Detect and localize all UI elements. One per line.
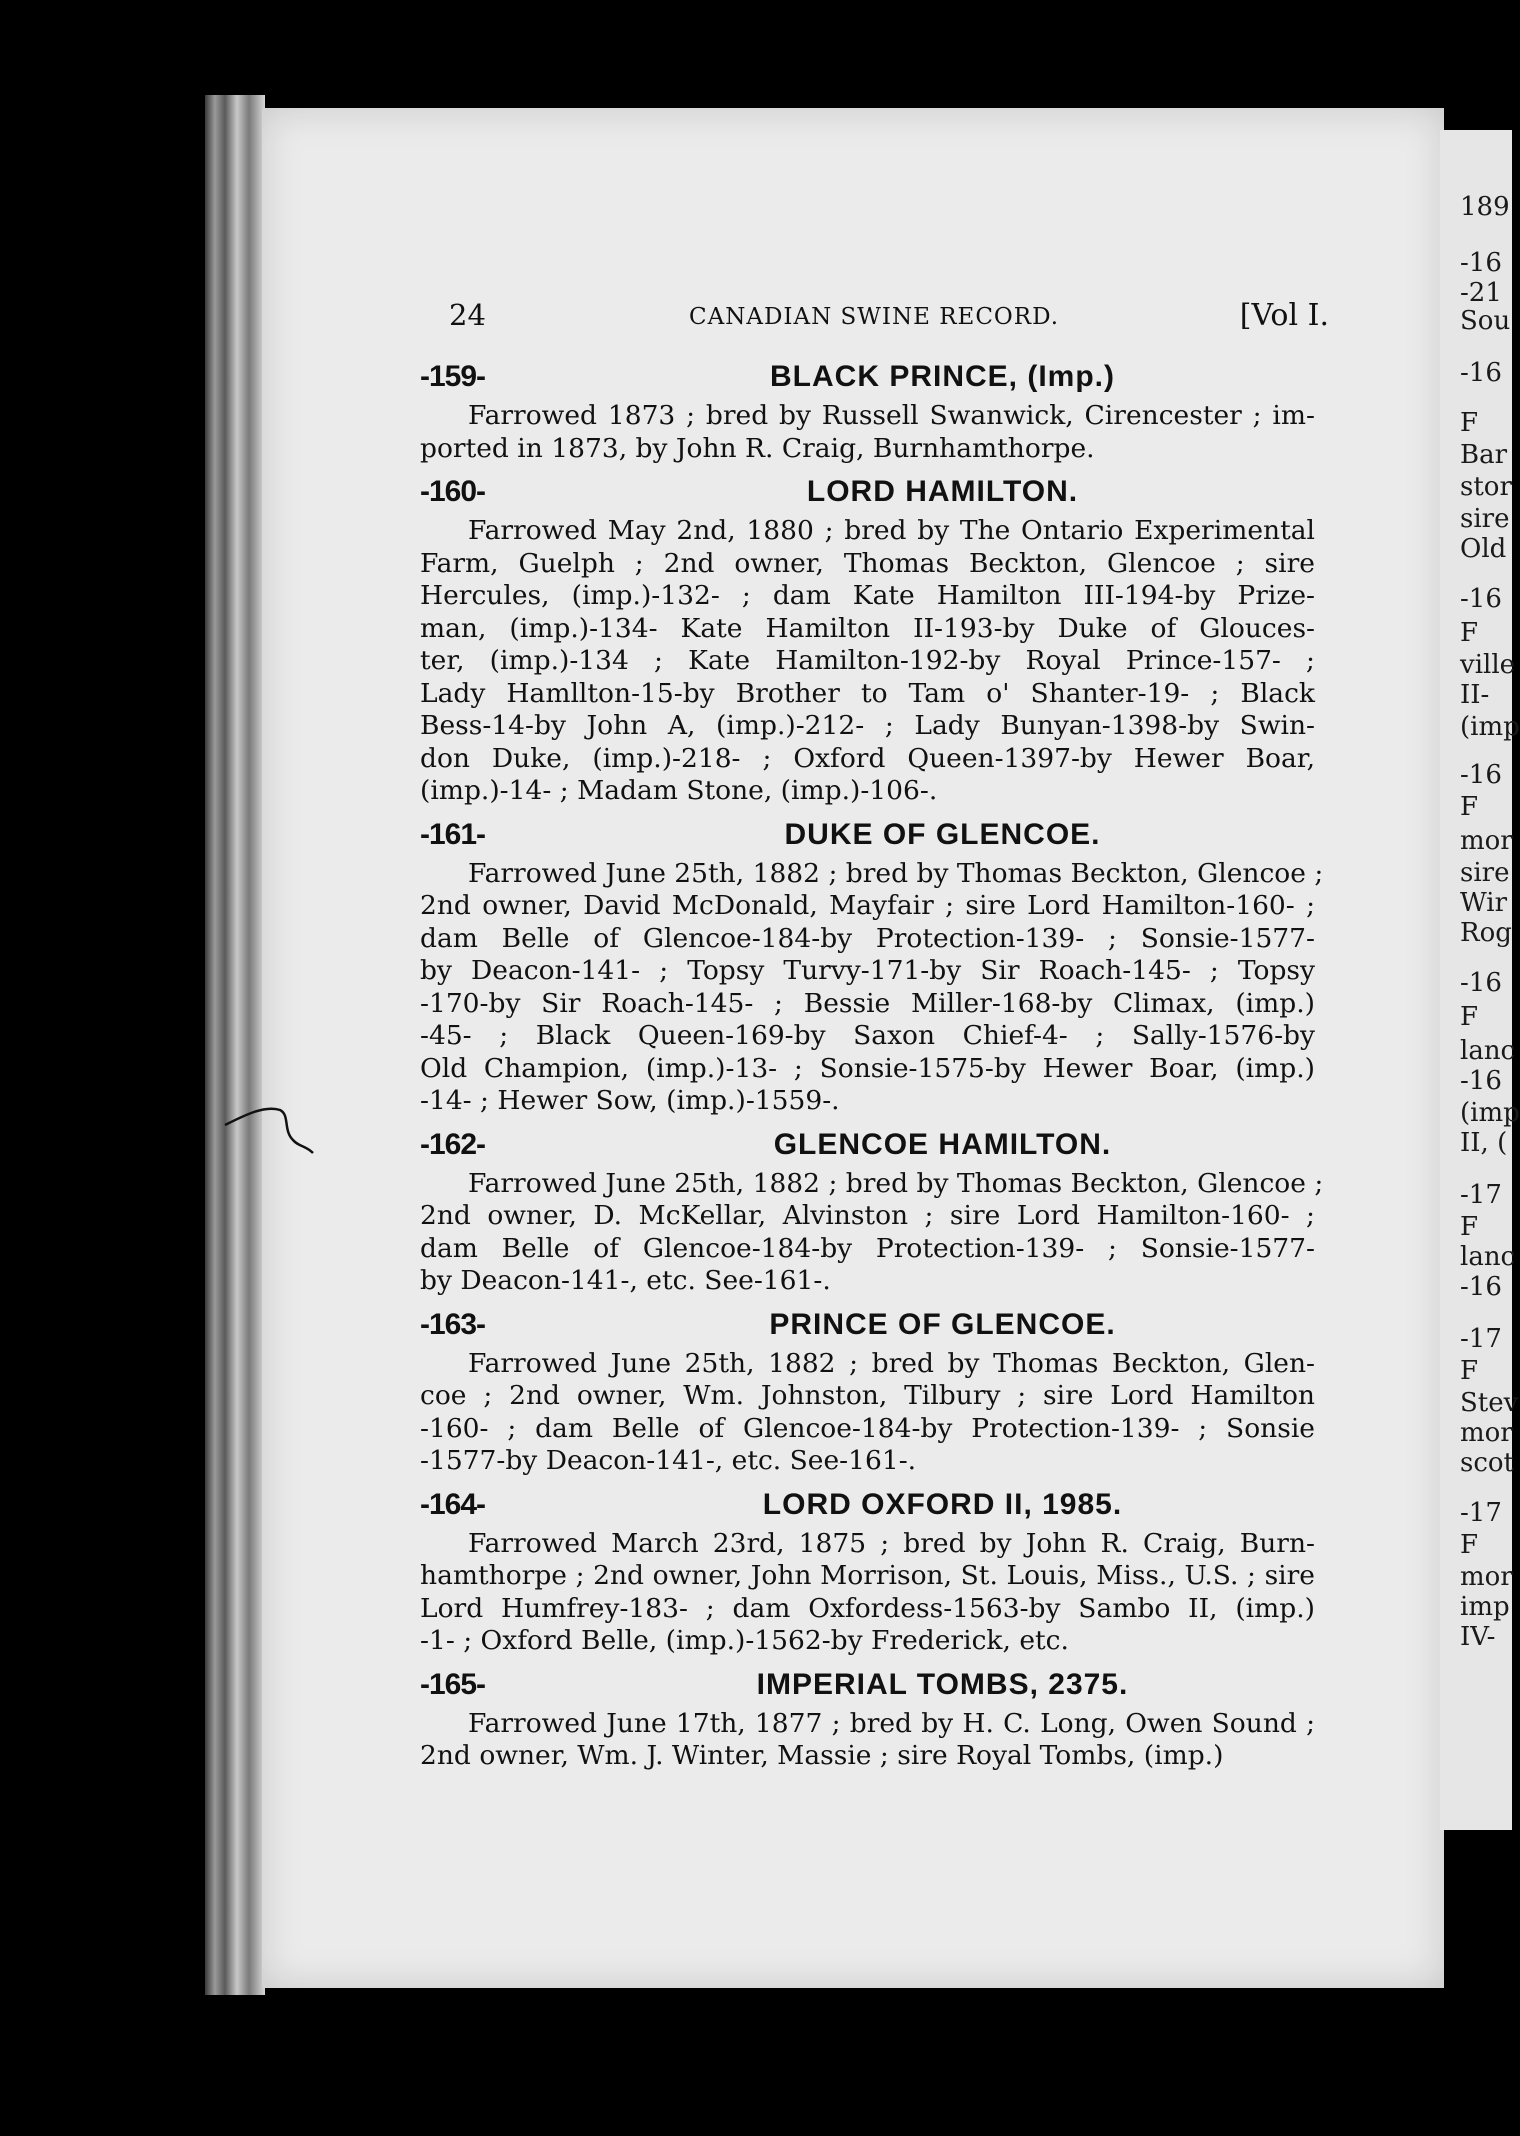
entry-line: Farrowed June 25th, 1882 ; bred by Thomas Beckton, Glencoe ;: [468, 1167, 1324, 1199]
entry-line: Farrowed May 2nd, 1880 ; bred by The Ontario Experimental: [468, 515, 1315, 546]
adjacent-page-text: mor: [1460, 1562, 1513, 1592]
entry-line: 2nd owner, D. McKellar, Alvinston ; sire Lord Hamilton-160- ;: [420, 1200, 1315, 1231]
entry-body: [420, 1348, 1315, 1478]
adjacent-page-text: II, (: [1460, 1128, 1508, 1158]
entry-line: man, (imp.)-134- Kate Hamilton II-193-by Duke of Glouces-: [420, 612, 1315, 644]
adjacent-page-text: F: [1460, 792, 1479, 822]
entry-name: LORD OXFORD II, 1985.: [762, 1487, 1123, 1521]
adjacent-page-text: -16: [1460, 584, 1502, 614]
running-title: CANADIAN SWINE RECORD.: [689, 304, 1060, 330]
adjacent-page-text: F: [1460, 1212, 1479, 1242]
entry-line: Farrowed March 23rd, 1875 ; bred by John R. Craig, Burn-: [468, 1527, 1315, 1559]
entry-heading: [420, 812, 1315, 858]
adjacent-page-text: II-: [1460, 680, 1490, 710]
adjacent-page-text: lanc: [1460, 1242, 1516, 1272]
adjacent-page-text: (imp: [1460, 1098, 1520, 1128]
entry-line: 2nd owner, Wm. J. Winter, Massie ; sire Royal Tombs, (imp.): [420, 1740, 1224, 1771]
entry-body: [420, 515, 1315, 808]
adjacent-page-text: lanc: [1460, 1036, 1516, 1066]
entry-line: Farrowed June 17th, 1877 ; bred by H. C. Long, Owen Sound ;: [468, 1707, 1315, 1739]
entry-number: -165-: [420, 1667, 486, 1701]
adjacent-page-text: -16: [1460, 760, 1502, 790]
entry-line: -1- ; Oxford Belle, (imp.)-1562-by Frederick, etc.: [420, 1625, 1069, 1656]
adjacent-page-text: -16: [1460, 968, 1502, 998]
adjacent-page-text: stor: [1460, 472, 1512, 502]
entry-line: hamthorpe ; 2nd owner, John Morrison, St. Louis, Miss., U.S. ; sire: [420, 1560, 1315, 1591]
entry-line: dam Belle of Glencoe-184-by Protection-139- ; Sonsie-1577-: [420, 922, 1315, 954]
entry-line: Old Champion, (imp.)-13- ; Sonsie-1575-by Hewer Boar, (imp.): [420, 1052, 1315, 1084]
adjacent-page-text: IV-: [1460, 1622, 1496, 1652]
adjacent-page-text: -21: [1460, 278, 1502, 308]
adjacent-page-text: Wir: [1460, 888, 1508, 918]
entry-line: -14- ; Hewer Sow, (imp.)-1559-.: [420, 1085, 840, 1116]
entry-line: -45- ; Black Queen-169-by Saxon Chief-4- ; Sally-1576-by: [420, 1020, 1315, 1051]
adjacent-page-fragment: [1440, 130, 1520, 1830]
running-header: [449, 298, 1329, 338]
entry-heading: [420, 1302, 1315, 1348]
adjacent-page-text: F: [1460, 1356, 1479, 1386]
adjacent-page-text: Old: [1460, 534, 1507, 564]
adjacent-page-text: -16: [1460, 248, 1502, 278]
entries-list: [420, 350, 1324, 1777]
entry-line: Bess-14-by John A, (imp.)-212- ; Lady Bunyan-1398-by Swin-: [420, 710, 1315, 741]
adjacent-page-text: ville: [1460, 650, 1516, 680]
pencil-mark-icon: [225, 1085, 315, 1165]
entry-line: Hercules, (imp.)-132- ; dam Kate Hamilton III-194-by Prize-: [420, 580, 1315, 611]
entry-body: [420, 1708, 1315, 1773]
adjacent-page-text: Bar: [1460, 440, 1508, 470]
entry-line: Lord Humfrey-183- ; dam Oxfordess-1563-by Sambo II, (imp.): [420, 1592, 1315, 1624]
adjacent-page-text: mor: [1460, 1418, 1513, 1448]
entry-heading: [420, 469, 1315, 515]
adjacent-page-text: -17: [1460, 1498, 1502, 1528]
entry-body: [420, 1167, 1324, 1298]
entry-name: DUKE OF GLENCOE.: [784, 817, 1101, 851]
adjacent-page-text: -16: [1460, 358, 1502, 388]
entry-name: BLACK PRINCE, (Imp.): [770, 360, 1115, 393]
entry-line: dam Belle of Glencoe-184-by Protection-139- ; Sonsie-1577-: [420, 1232, 1315, 1264]
entry-number: -164-: [420, 1487, 486, 1521]
entry-line: coe ; 2nd owner, Wm. Johnston, Tilbury ; sire Lord Hamilton: [420, 1380, 1315, 1411]
adjacent-page-text: sire: [1460, 858, 1510, 888]
entry-heading: [420, 1662, 1315, 1708]
entry-line: ported in 1873, by John R. Craig, Burnhamthorpe.: [420, 432, 1095, 464]
entry-line: ter, (imp.)-134 ; Kate Hamilton-192-by Royal Prince-157- ;: [420, 645, 1315, 676]
volume-label: [Vol I.: [1239, 298, 1329, 333]
adjacent-page-text: sire: [1460, 504, 1510, 534]
entry-heading: [420, 354, 1315, 400]
entry-line: Farm, Guelph ; 2nd owner, Thomas Beckton, Glencoe ; sire: [420, 547, 1315, 579]
entry-line: Farrowed 1873 ; bred by Russell Swanwick, Cirencester ; im-: [468, 400, 1315, 431]
entry-number: -162-: [420, 1127, 486, 1161]
adjacent-page-text: F: [1460, 1530, 1479, 1560]
page-number: 24: [449, 298, 486, 332]
entry-line: Farrowed June 25th, 1882 ; bred by Thomas Beckton, Glencoe ;: [468, 857, 1324, 889]
entry-name: GLENCOE HAMILTON.: [773, 1127, 1112, 1161]
entry-name: IMPERIAL TOMBS, 2375.: [756, 1667, 1129, 1701]
adjacent-page-text: 189: [1460, 192, 1510, 222]
adjacent-page-text: -16: [1460, 1272, 1502, 1302]
entry-name: LORD HAMILTON.: [806, 475, 1079, 508]
entry-number: -161-: [420, 817, 486, 851]
adjacent-page-text: scot: [1460, 1448, 1515, 1478]
entry-line: -1577-by Deacon-141-, etc. See-161-.: [420, 1445, 917, 1476]
adjacent-page-text: Sou: [1460, 306, 1511, 336]
adjacent-page-text: Rog: [1460, 918, 1512, 948]
entry-number: -160-: [420, 475, 486, 508]
entry-name: PRINCE OF GLENCOE.: [769, 1307, 1116, 1341]
adjacent-page-text: -17: [1460, 1180, 1502, 1210]
adjacent-page-text: F: [1460, 408, 1479, 438]
adjacent-page-text: imp: [1460, 1592, 1510, 1622]
adjacent-page-text: -17: [1460, 1324, 1502, 1354]
entry-heading: [420, 1122, 1315, 1168]
entry-line: -160- ; dam Belle of Glencoe-184-by Protection-139- ; Sonsie: [420, 1412, 1315, 1444]
entry-line: 2nd owner, David McDonald, Mayfair ; sire Lord Hamilton-160- ;: [420, 890, 1315, 921]
entry-line: by Deacon-141-, etc. See-161-.: [420, 1265, 831, 1296]
entry-body: [420, 1528, 1315, 1658]
entry-body: [420, 857, 1324, 1118]
adjacent-page-text: (imp: [1460, 712, 1520, 742]
entry-line: don Duke, (imp.)-218- ; Oxford Queen-1397-by Hewer Boar,: [420, 742, 1315, 774]
entry-heading: [420, 1482, 1315, 1528]
entry-line: Farrowed June 25th, 1882 ; bred by Thomas Beckton, Glen-: [468, 1347, 1315, 1379]
entry-number: -163-: [420, 1307, 486, 1341]
entry-body: [420, 400, 1315, 465]
adjacent-page-text: F: [1460, 1002, 1479, 1032]
entry-line: -170-by Sir Roach-145- ; Bessie Miller-168-by Climax, (imp.): [420, 987, 1315, 1019]
entry-line: by Deacon-141- ; Topsy Turvy-171-by Sir Roach-145- ; Topsy: [420, 955, 1315, 986]
adjacent-page-text: -16: [1460, 1066, 1502, 1096]
entry-line: (imp.)-14- ; Madam Stone, (imp.)-106-.: [420, 775, 938, 806]
entry-line: Lady Hamllton-15-by Brother to Tam o' Shanter-19- ; Black: [420, 677, 1315, 709]
adjacent-page-text: F: [1460, 618, 1479, 648]
adjacent-page-text: Stev: [1460, 1388, 1519, 1418]
entry-number: -159-: [420, 360, 486, 393]
page-edge-stack: [205, 95, 265, 1995]
adjacent-page-text: mor: [1460, 826, 1513, 856]
